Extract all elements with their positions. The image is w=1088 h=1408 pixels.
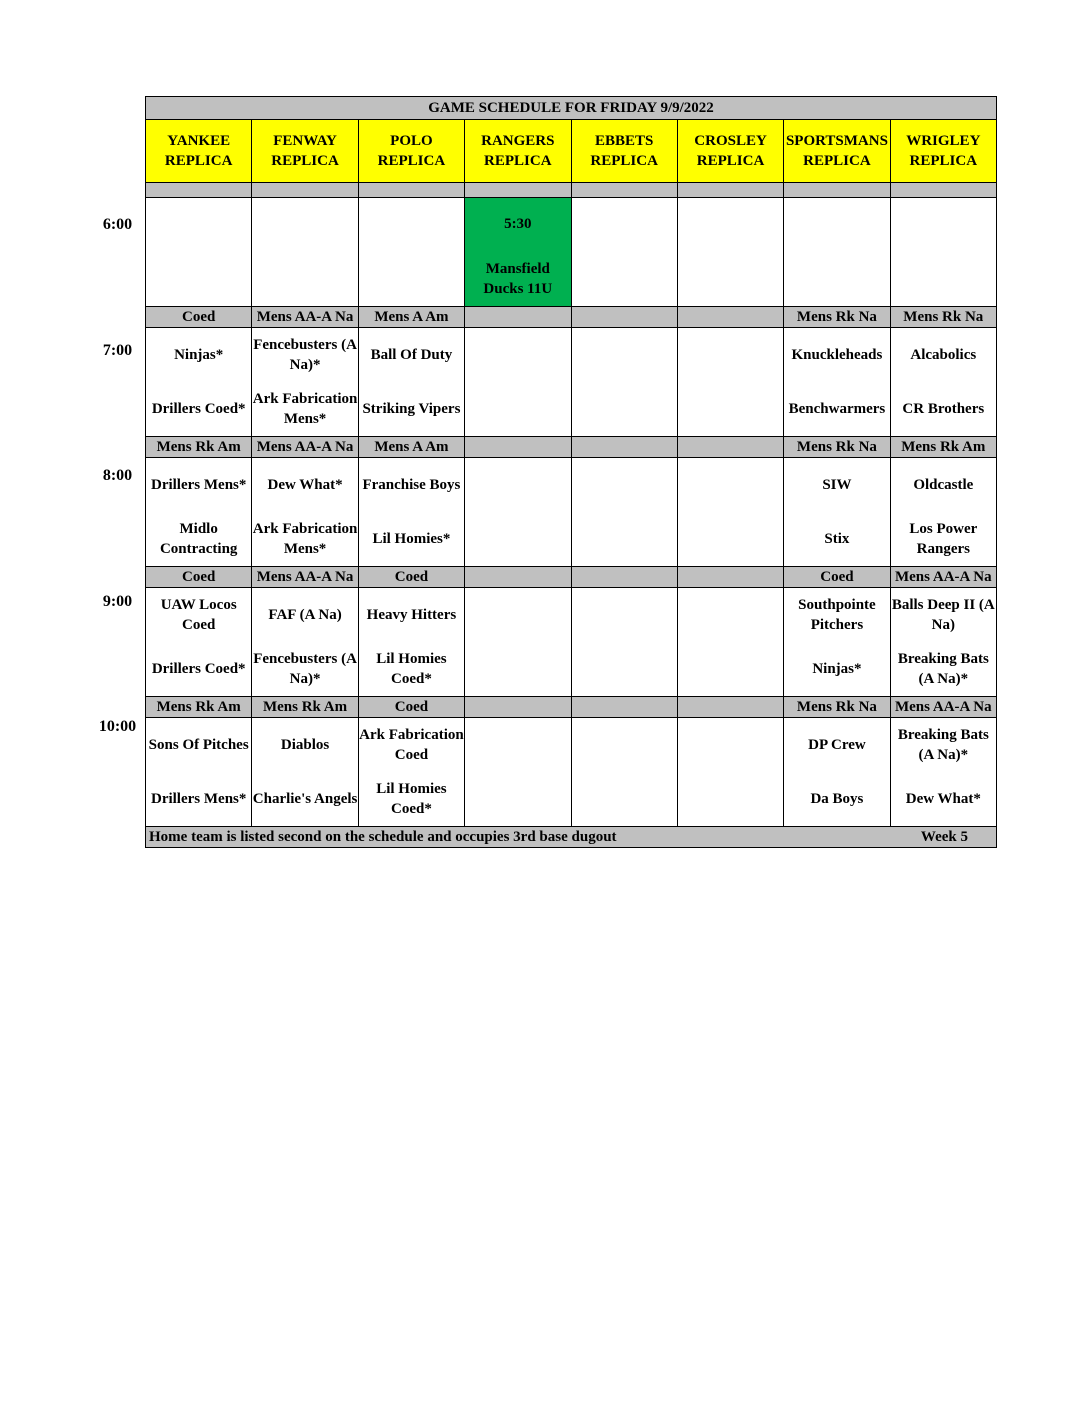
away-team xyxy=(891,718,996,772)
division-label: Mens A Am xyxy=(358,437,464,458)
game-cell xyxy=(890,328,996,437)
team-name: Drillers Coed* xyxy=(151,401,246,417)
home-team xyxy=(572,642,677,696)
team-name: Ninjas* xyxy=(812,661,862,677)
field-sub: REPLICA xyxy=(590,153,658,169)
home-team xyxy=(891,642,996,696)
game-cell xyxy=(784,458,890,567)
game-cell xyxy=(358,718,464,827)
team-name: Dew What* xyxy=(267,477,343,493)
footer-row xyxy=(146,827,997,848)
away-team xyxy=(146,718,251,772)
gap-cell xyxy=(571,183,677,198)
division-label: Mens Rk Na xyxy=(784,697,890,718)
home-team xyxy=(572,512,677,566)
division-label: Mens Rk Na xyxy=(890,307,996,328)
team-name: Ark Fabrication Mens* xyxy=(252,391,358,427)
team-name: CR Brothers xyxy=(902,401,985,417)
field-header xyxy=(677,120,783,183)
field-sub: REPLICA xyxy=(803,153,871,169)
division-label xyxy=(677,307,783,328)
field-header xyxy=(252,120,358,183)
game-cell xyxy=(677,718,783,827)
gap-cell xyxy=(465,183,571,198)
away-team xyxy=(465,458,570,512)
home-team xyxy=(678,642,783,696)
game-row xyxy=(146,588,997,697)
division-label: Mens Rk Am xyxy=(252,697,358,718)
team-name: Da Boys xyxy=(810,791,864,807)
game-cell xyxy=(465,718,571,827)
game-cell xyxy=(252,588,358,697)
division-row xyxy=(146,697,997,718)
game-row-6 xyxy=(146,198,997,307)
team-name: Benchwarmers xyxy=(788,401,886,417)
division-label xyxy=(677,437,783,458)
away-team xyxy=(678,328,783,382)
game-cell xyxy=(677,588,783,697)
game-cell xyxy=(784,718,890,827)
division-label: Mens Rk Na xyxy=(784,437,890,458)
division-label xyxy=(465,307,571,328)
home-team xyxy=(784,642,889,696)
team-name: Fencebusters (A Na)* xyxy=(253,651,357,687)
team-name: Drillers Mens* xyxy=(150,477,247,493)
team-name: Breaking Bats (A Na)* xyxy=(897,651,989,687)
game-cell xyxy=(571,588,677,697)
division-label xyxy=(677,697,783,718)
team-name: Lil Homies Coed* xyxy=(376,781,447,817)
gap-row xyxy=(146,183,997,198)
field-header xyxy=(358,120,464,183)
game-cell xyxy=(358,328,464,437)
division-label: Mens AA-A Na xyxy=(890,567,996,588)
field-sub: REPLICA xyxy=(909,153,978,169)
home-team xyxy=(465,642,570,696)
home-team xyxy=(678,382,783,436)
field-name: FENWAY xyxy=(273,133,337,149)
game-cell xyxy=(571,328,677,437)
away-team xyxy=(146,328,251,382)
game-cell xyxy=(571,198,677,307)
away-team xyxy=(146,588,251,642)
special-time: 5:30 xyxy=(504,216,532,232)
home-team xyxy=(146,642,251,696)
away-team xyxy=(572,328,677,382)
home-team xyxy=(359,382,464,436)
team-name: Franchise Boys xyxy=(362,477,461,493)
home-team xyxy=(252,772,357,826)
division-label: Mens AA-A Na xyxy=(252,307,358,328)
game-cell xyxy=(252,718,358,827)
game-cell xyxy=(890,458,996,567)
home-team xyxy=(678,512,783,566)
away-team xyxy=(784,588,889,642)
home-team xyxy=(784,382,889,436)
away-team xyxy=(465,328,570,382)
field-name: WRIGLEY xyxy=(906,133,981,149)
field-sub: REPLICA xyxy=(377,153,446,169)
division-label xyxy=(571,697,677,718)
away-team xyxy=(891,328,996,382)
field-name: SPORTSMANS xyxy=(785,133,888,149)
game-cell xyxy=(146,458,252,567)
team-name: Los Power Rangers xyxy=(909,521,978,557)
field-name: YANKEE xyxy=(167,133,231,149)
schedule-table xyxy=(145,96,997,848)
game-cell xyxy=(571,458,677,567)
team-name: Heavy Hitters xyxy=(366,607,457,623)
division-label xyxy=(465,437,571,458)
field-header-row xyxy=(146,120,997,183)
game-cell xyxy=(146,328,252,437)
game-cell xyxy=(252,328,358,437)
division-label xyxy=(465,697,571,718)
field-name: RANGERS xyxy=(481,133,555,149)
game-cell xyxy=(358,458,464,567)
game-cell xyxy=(890,718,996,827)
team-name: Lil Homies Coed* xyxy=(376,651,447,687)
division-row xyxy=(146,437,997,458)
game-cell xyxy=(146,718,252,827)
away-team xyxy=(784,458,889,512)
away-team xyxy=(891,588,996,642)
team-name: Drillers Mens* xyxy=(150,791,247,807)
team-name: Ark Fabrication Mens* xyxy=(252,521,358,557)
away-team xyxy=(252,328,357,382)
field-name: EBBETS xyxy=(595,133,654,149)
division-label xyxy=(571,307,677,328)
game-cell xyxy=(890,588,996,697)
away-team xyxy=(891,458,996,512)
game-cell xyxy=(465,458,571,567)
field-header xyxy=(784,120,890,183)
team-name: Sons Of Pitches xyxy=(148,737,249,753)
away-team xyxy=(359,328,464,382)
home-team xyxy=(465,512,570,566)
game-cell xyxy=(252,458,358,567)
team-name: Balls Deep II (A Na) xyxy=(891,597,995,633)
game-cell xyxy=(465,328,571,437)
team-name: Breaking Bats (A Na)* xyxy=(897,727,989,763)
title-row xyxy=(146,97,997,120)
game-cell xyxy=(784,198,890,307)
home-team xyxy=(572,772,677,826)
gap-cell xyxy=(784,183,890,198)
schedule-title: GAME SCHEDULE FOR FRIDAY 9/9/2022 xyxy=(146,97,997,120)
field-sub: REPLICA xyxy=(484,153,552,169)
game-cell xyxy=(465,588,571,697)
home-team xyxy=(359,512,464,566)
home-team xyxy=(784,512,889,566)
team-name: SIW xyxy=(822,477,852,493)
division-label: Coed xyxy=(358,567,464,588)
away-team xyxy=(784,328,889,382)
away-team xyxy=(572,588,677,642)
away-team xyxy=(784,718,889,772)
division-row xyxy=(146,567,997,588)
week-label: Week 5 xyxy=(920,829,968,845)
away-team xyxy=(252,458,357,512)
game-cell xyxy=(784,588,890,697)
field-header xyxy=(465,120,571,183)
field-sub: REPLICA xyxy=(696,153,765,169)
division-label: Mens Rk Am xyxy=(146,697,252,718)
away-team xyxy=(252,588,357,642)
team-name: Knuckleheads xyxy=(791,347,883,363)
division-label: Mens Rk Am xyxy=(890,437,996,458)
division-label: Mens Rk Am xyxy=(146,437,252,458)
gap-cell xyxy=(890,183,996,198)
team-name: UAW Locos Coed xyxy=(160,597,237,633)
division-label: Mens AA-A Na xyxy=(252,437,358,458)
home-team xyxy=(146,382,251,436)
division-label: Coed xyxy=(784,567,890,588)
game-cell xyxy=(146,198,252,307)
game-cell xyxy=(252,198,358,307)
team-name: Southpointe Pitchers xyxy=(798,597,876,633)
game-cell xyxy=(358,198,464,307)
division-label: Coed xyxy=(358,697,464,718)
field-header xyxy=(146,120,252,183)
time-label: 8:00 xyxy=(102,467,133,484)
home-team xyxy=(891,382,996,436)
away-team xyxy=(678,458,783,512)
home-team xyxy=(146,512,251,566)
game-cell xyxy=(677,198,783,307)
team-name: Alcabolics xyxy=(910,347,977,363)
team-name: Oldcastle xyxy=(913,477,974,493)
footer-cell xyxy=(146,827,997,848)
division-label xyxy=(571,437,677,458)
home-team xyxy=(359,772,464,826)
division-label: Coed xyxy=(146,307,252,328)
gap-cell xyxy=(677,183,783,198)
field-header xyxy=(890,120,996,183)
game-cell xyxy=(677,328,783,437)
home-team xyxy=(359,642,464,696)
team-name: Fencebusters (A Na)* xyxy=(253,337,357,373)
home-team xyxy=(252,512,357,566)
home-team xyxy=(465,382,570,436)
game-row xyxy=(146,458,997,567)
time-label: 6:00 xyxy=(102,216,133,233)
gap-cell xyxy=(358,183,464,198)
away-team xyxy=(678,588,783,642)
time-label: 7:00 xyxy=(102,342,133,359)
home-team xyxy=(891,772,996,826)
home-team xyxy=(252,382,357,436)
team-name: Striking Vipers xyxy=(362,401,461,417)
away-team xyxy=(465,588,570,642)
field-name: CROSLEY xyxy=(694,133,767,149)
gap-cell xyxy=(146,183,252,198)
team-name: Ark Fabrication Coed xyxy=(359,727,464,763)
team-name: Diablos xyxy=(280,737,330,753)
home-team xyxy=(572,382,677,436)
division-label: Mens Rk Na xyxy=(784,307,890,328)
field-sub: REPLICA xyxy=(271,153,339,169)
home-team xyxy=(891,512,996,566)
time-label: 10:00 xyxy=(98,718,137,735)
away-team xyxy=(146,458,251,512)
team-name: Stix xyxy=(824,531,850,547)
team-name: FAF (A Na) xyxy=(268,607,342,623)
game-cell xyxy=(571,718,677,827)
team-name: Midlo Contracting xyxy=(159,521,238,557)
game-cell xyxy=(890,198,996,307)
field-name: POLO xyxy=(390,133,433,149)
away-team xyxy=(572,718,677,772)
away-team xyxy=(359,588,464,642)
away-team xyxy=(465,718,570,772)
team-name: Charlie's Angels xyxy=(252,791,358,807)
footer-note: Home team is listed second on the schedule and occupies 3rd base dugout xyxy=(149,829,617,845)
home-team xyxy=(465,772,570,826)
away-team xyxy=(359,718,464,772)
game-row xyxy=(146,718,997,827)
division-label: Mens AA-A Na xyxy=(252,567,358,588)
division-row xyxy=(146,307,997,328)
game-cell xyxy=(358,588,464,697)
schedule-sheet xyxy=(145,96,997,848)
team-name: Drillers Coed* xyxy=(151,661,246,677)
game-row xyxy=(146,328,997,437)
game-cell xyxy=(146,588,252,697)
division-label: Mens A Am xyxy=(358,307,464,328)
home-team xyxy=(784,772,889,826)
division-label xyxy=(677,567,783,588)
game-cell xyxy=(784,328,890,437)
special-game-cell xyxy=(465,198,571,307)
division-label xyxy=(465,567,571,588)
special-team: Mansfield Ducks 11U xyxy=(483,261,553,297)
field-header xyxy=(571,120,677,183)
away-team xyxy=(678,718,783,772)
division-label: Mens AA-A Na xyxy=(890,697,996,718)
game-cell xyxy=(677,458,783,567)
home-team xyxy=(252,642,357,696)
team-name: Ball Of Duty xyxy=(370,347,453,363)
field-sub: REPLICA xyxy=(164,153,233,169)
team-name: Dew What* xyxy=(905,791,981,807)
gap-cell xyxy=(252,183,358,198)
team-name: DP Crew xyxy=(808,737,866,753)
away-team xyxy=(359,458,464,512)
team-name: Lil Homies* xyxy=(372,531,451,547)
home-team xyxy=(146,772,251,826)
away-team xyxy=(572,458,677,512)
team-name: Ninjas* xyxy=(174,347,224,363)
home-team xyxy=(678,772,783,826)
division-label xyxy=(571,567,677,588)
away-team xyxy=(252,718,357,772)
division-label: Coed xyxy=(146,567,252,588)
time-label: 9:00 xyxy=(102,593,133,610)
